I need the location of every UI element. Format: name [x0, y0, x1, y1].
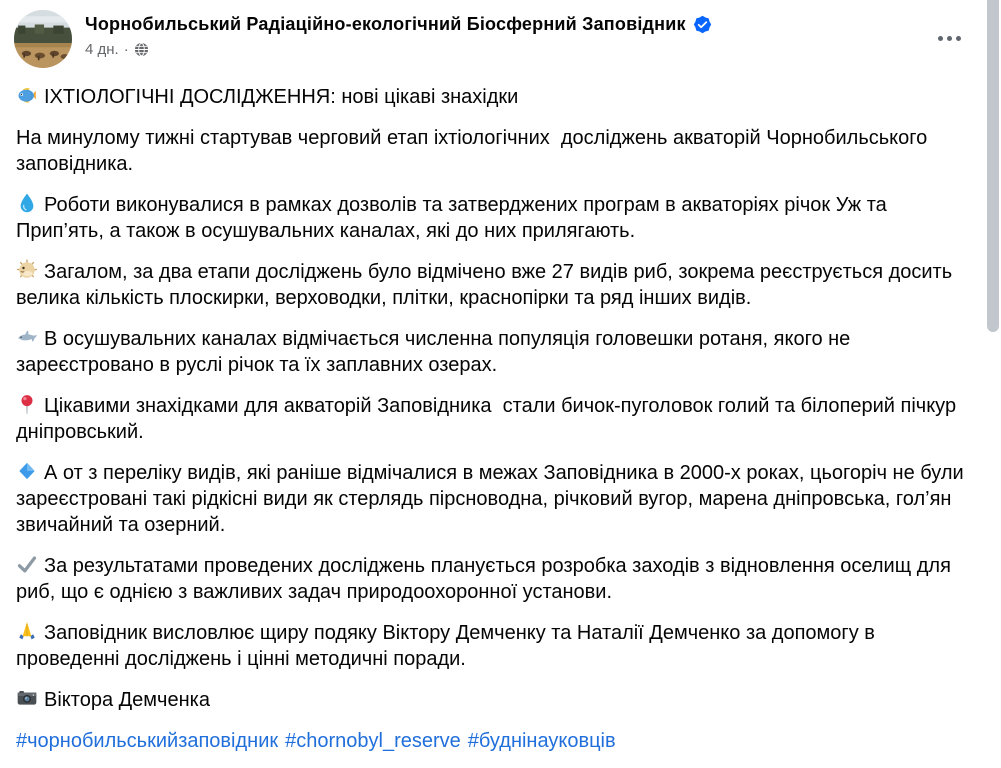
meta-separator: ·: [123, 41, 129, 58]
globe-privacy-icon: [134, 42, 149, 57]
droplet-emoji: [16, 192, 38, 214]
hashtag-link[interactable]: #буднінауковців: [467, 730, 616, 752]
post-paragraph: [16, 553, 975, 605]
ellipsis-icon: [947, 36, 952, 41]
hashtag-link[interactable]: #чорнобильськийзаповідник: [16, 730, 279, 752]
post-paragraph: [16, 326, 975, 378]
blowfish-emoji: [16, 259, 38, 281]
post-paragraph: [16, 259, 975, 311]
paragraph-text: Роботи виконувалися в рамках дозволів та затверджених програм в акваторіях річок Уж та Прип’ять, а також в осушувальних каналах, які до них прилягають.: [16, 194, 893, 242]
post-paragraph: [16, 192, 975, 244]
shark-emoji: [16, 326, 38, 348]
post-paragraph: [16, 125, 975, 177]
check-mark-emoji: [16, 553, 38, 575]
post-paragraph: [16, 393, 975, 445]
post-meta: [85, 41, 712, 58]
post-menu-button[interactable]: [932, 26, 967, 51]
page-name[interactable]: Чорнобильський Радіаційно-екологічний Біосферний Заповідник: [85, 14, 686, 34]
post-paragraph: [16, 620, 975, 672]
paragraph-text: Цікавими знахідками для акваторій Заповідника стали бичок-пуголовок голий та білоперий пічкур дніпровський.: [16, 395, 962, 443]
post-text: [0, 68, 1001, 754]
paragraph-text: За результатами проведених досліджень планується розробка заходів з відновлення оселищ для риб, що є однією з важливих задач природоохоронної установи.: [16, 555, 957, 603]
paragraph-text: В осушувальних каналах відмічається численна популяція головешки ротаня, якого не зареєстровано в руслі річок та їх заплавних озерах.: [16, 328, 856, 376]
timestamp-link[interactable]: 4 дн.: [85, 41, 119, 58]
paragraph-text: ІХТІОЛОГІЧНІ ДОСЛІДЖЕННЯ: нові цікаві знахідки: [44, 86, 519, 108]
post-title-paragraph: [16, 84, 975, 110]
paragraph-text: Загалом, за два етапи досліджень було відмічено вже 27 видів риб, зокрема реєструється досить велика кількість плоскирки, верховодки, плітки, краснопірки та ряд інших видів.: [16, 261, 958, 309]
small-blue-diamond-emoji: [16, 460, 38, 482]
paragraph-text: Заповідник висловлює щиру подяку Віктору Демченку та Наталії Демченко за допомогу в проведенні досліджень і цінні методичні поради.: [16, 622, 881, 670]
ellipsis-icon: [956, 36, 961, 41]
paragraph-text: На минулому тижні стартував черговий етап іхтіологічних досліджень акваторій Чорнобильського заповідника.: [16, 127, 933, 175]
page-avatar[interactable]: [14, 10, 72, 68]
camera-emoji: [16, 687, 38, 709]
tropical-fish-emoji: [16, 84, 38, 106]
post-header: [0, 0, 1001, 68]
scrollbar-thumb[interactable]: [987, 0, 999, 332]
ellipsis-icon: [938, 36, 943, 41]
folded-hands-emoji: [16, 620, 38, 642]
hashtag-link[interactable]: #chornobyl_reserve: [285, 730, 461, 752]
avatar-landscape-image: [14, 10, 72, 68]
hashtag-row: [16, 728, 975, 754]
photo-credit-text: Віктора Демченка: [44, 689, 210, 711]
round-pushpin-emoji: [16, 393, 38, 415]
post-paragraph: [16, 460, 975, 538]
photo-credit: [16, 687, 975, 713]
verified-badge-icon: [693, 15, 712, 34]
header-info: [85, 10, 712, 58]
paragraph-text: А от з переліку видів, які раніше відмічалися в межах Заповідника в 2000-х роках, цьогоріч не були зареєстровані такі рідкісні види як стерлядь пірсноводна, річковий вугор, марена дніпровська, гол’ян звичайний та озерний.: [16, 462, 970, 536]
